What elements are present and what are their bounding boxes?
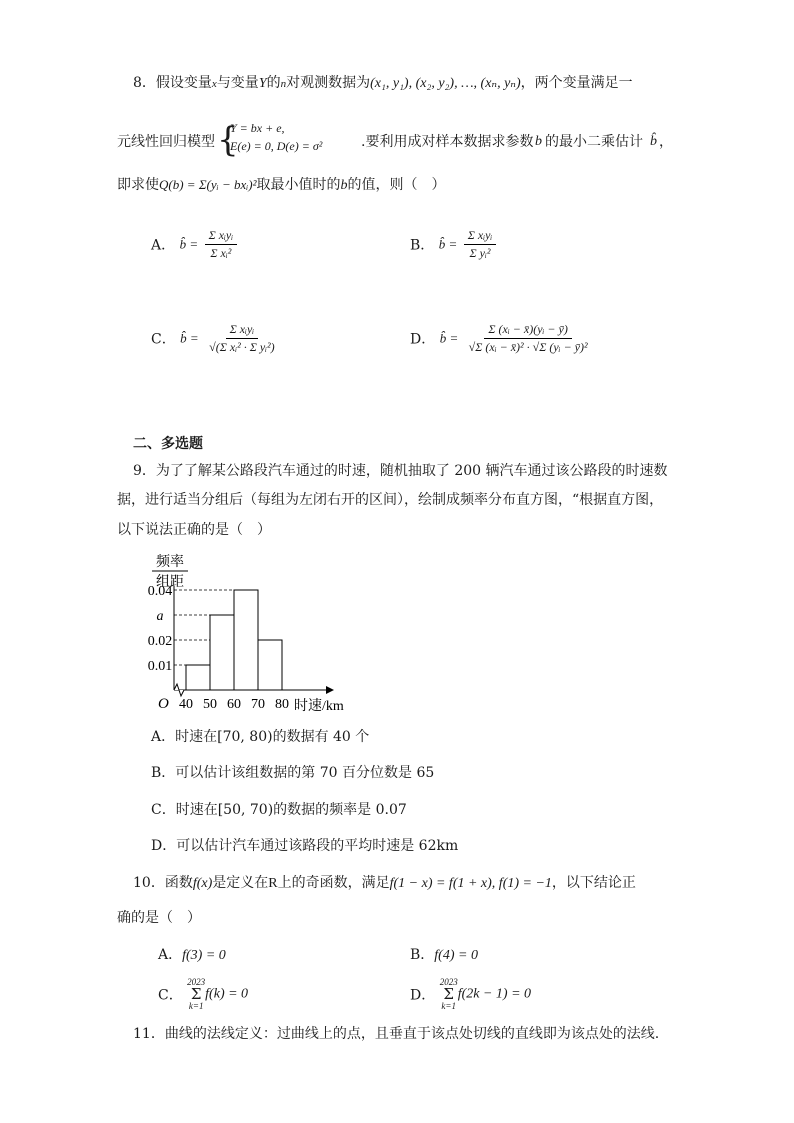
q9-option-c[interactable]: C．时速在[50, 70)的数据的频率是 0.07 xyxy=(151,802,407,818)
q10-option-b[interactable] xyxy=(410,944,478,964)
bhat-eq: b̂ = xyxy=(179,236,199,252)
sum-upper: 2023 xyxy=(187,977,206,987)
q8-text: 8．假设变量 xyxy=(133,75,212,91)
q8-option-b[interactable] xyxy=(410,228,498,261)
summation xyxy=(187,978,205,1011)
q8-text: 的最小二乘估计 xyxy=(545,134,643,150)
option-label: B． xyxy=(410,237,435,254)
q8-text: 即求使 xyxy=(117,177,159,193)
summation xyxy=(440,978,458,1011)
q8-text: .要利用成对样本数据求参数 xyxy=(361,134,534,150)
y-tick-label: a xyxy=(156,609,164,624)
y-tick-label: 0.04 xyxy=(147,584,173,599)
option-label: C． xyxy=(158,987,183,1004)
denominator: Σ yᵢ² xyxy=(469,246,491,260)
q8-text: 元线性回归模型 xyxy=(117,134,215,150)
fraction xyxy=(205,228,238,261)
q8-line3 xyxy=(117,175,446,196)
x-tick-label: 50 xyxy=(203,697,217,712)
section-title: 二、多选题 xyxy=(133,436,203,452)
y-tick-label: 0.01 xyxy=(147,659,173,674)
denominator: √Σ (xᵢ − x̄)² · √Σ (yᵢ − ȳ)² xyxy=(468,340,588,354)
x-tick-label: 60 xyxy=(227,697,241,712)
option-expr: f(3) = 0 xyxy=(182,948,226,963)
var-n: n xyxy=(280,78,287,90)
option-label: D． xyxy=(410,331,436,348)
q10-text: 上的奇函数，满足 xyxy=(277,875,390,891)
var-b: b xyxy=(535,134,542,149)
fraction xyxy=(464,228,497,261)
q8-option-a[interactable] xyxy=(151,228,239,261)
denominator: Σ xᵢ² xyxy=(210,246,232,260)
fraction xyxy=(465,322,592,355)
q8-option-d[interactable] xyxy=(410,322,594,355)
q8-text: ，两个变量满足一 xyxy=(520,75,633,91)
var-Y: Y xyxy=(258,76,267,91)
denominator: √(Σ xᵢ² · Σ yᵢ²) xyxy=(209,340,275,354)
y-tick-label: 0.02 xyxy=(147,634,173,649)
model-eq2: E(e) = 0, D(e) = σ² xyxy=(230,139,323,153)
bhat-eq: b̂ = xyxy=(438,236,458,252)
bhat-eq: b̂ = xyxy=(439,330,459,346)
q8-text: 的值，则（ ） xyxy=(347,177,446,193)
option-label: C． xyxy=(151,331,176,348)
option-label: A． xyxy=(151,237,176,254)
origin-label: O xyxy=(158,696,169,712)
q8-option-c[interactable] xyxy=(151,322,281,355)
model-brace: { xyxy=(217,120,239,160)
ylabel-bottom: 组距 xyxy=(156,575,184,590)
histogram-bar xyxy=(186,665,210,690)
q10-option-d[interactable] xyxy=(410,978,531,1011)
x-tick-label: 70 xyxy=(251,697,265,712)
q8-text: 的 xyxy=(266,75,281,91)
set-R: R xyxy=(268,876,278,891)
sum-lower: k=1 xyxy=(441,1001,456,1011)
option-label: D． xyxy=(410,987,436,1004)
observation-pairs: (x₁, y₁), (x₂, y₂), …, (xₙ, yₙ) xyxy=(370,76,521,91)
histogram-bar xyxy=(234,590,258,690)
sigma-symbol: Σ xyxy=(190,985,202,1003)
option-label: B． xyxy=(410,947,435,963)
q10-text: 10．函数 xyxy=(133,875,193,891)
numerator: Σ xᵢyᵢ xyxy=(464,228,497,245)
q8-text: 对观测数据为 xyxy=(286,75,371,91)
objective-Q: Q(b) = Σ(yᵢ − bxᵢ)² xyxy=(159,177,257,192)
sum-upper: 2023 xyxy=(439,977,458,987)
x-axis-label: 时速/km xyxy=(294,699,344,714)
q8-text: ， xyxy=(659,134,673,150)
q11-line1: 11．曲线的法线定义：过曲线上的点，且垂直于该点处切线的直线即为该点处的法线. xyxy=(133,1026,660,1042)
histogram-bar xyxy=(210,615,234,690)
q9-line3: 以下说法正确的是（ ） xyxy=(117,522,271,538)
var-bhat: b̂ xyxy=(650,134,657,149)
x-tick-label: 40 xyxy=(179,697,193,712)
numerator: Σ xᵢyᵢ xyxy=(226,322,259,339)
func-condition: f(1 − x) = f(1 + x), f(1) = −1 xyxy=(389,876,552,891)
q10-text: 是定义在 xyxy=(212,875,269,891)
model-eq1: Y = bx + e, xyxy=(230,121,285,135)
numerator: Σ (xᵢ − x̄)(yᵢ − ȳ) xyxy=(484,322,571,339)
q8-text: 取最小值时的 xyxy=(256,177,341,193)
bhat-eq: b̂ = xyxy=(180,330,199,346)
q9-option-a[interactable]: A．时速在[70, 80)的数据有 40 个 xyxy=(151,729,370,745)
axis-break xyxy=(174,684,184,696)
option-expr: f(k) = 0 xyxy=(205,986,249,1002)
option-label: A． xyxy=(158,947,183,963)
fraction xyxy=(205,322,278,355)
var-x: x xyxy=(211,78,217,90)
q9-line1: 9．为了了解某公路段汽车通过的时速，随机抽取了 200 辆汽车通过该公路段的时速数 xyxy=(133,463,668,479)
var-b: b xyxy=(340,178,348,193)
q9-option-d[interactable]: D．可以估计汽车通过该路段的平均时速是 62km xyxy=(151,838,459,854)
sigma-symbol: Σ xyxy=(443,985,454,1003)
q10-line1 xyxy=(133,873,636,894)
x-axis-arrow xyxy=(326,686,334,694)
histogram-bar xyxy=(258,640,282,690)
q10-line2: 确的是（ ） xyxy=(117,910,201,926)
x-tick-label: 80 xyxy=(275,697,289,712)
sum-lower: k=1 xyxy=(188,1001,204,1011)
frequency-histogram xyxy=(130,550,370,720)
func-fx: f(x) xyxy=(192,876,213,891)
ylabel-top: 频率 xyxy=(156,555,184,570)
q10-option-c[interactable] xyxy=(158,978,248,1011)
q10-text: ，以下结论正 xyxy=(551,875,636,891)
q8-line1 xyxy=(133,73,633,94)
q9-option-b[interactable]: B．可以估计该组数据的第 70 百分位数是 65 xyxy=(151,765,435,781)
q8-text: 与变量 xyxy=(216,75,259,91)
q9-line2: 据，进行适当分组后（每组为左闭右开的区间），绘制成频率分布直方图，“根据直方图， xyxy=(117,492,664,508)
option-expr: f(4) = 0 xyxy=(434,948,478,963)
option-expr: f(2k − 1) = 0 xyxy=(457,986,532,1002)
numerator: Σ xᵢyᵢ xyxy=(205,228,238,245)
q10-option-a[interactable] xyxy=(158,944,226,964)
